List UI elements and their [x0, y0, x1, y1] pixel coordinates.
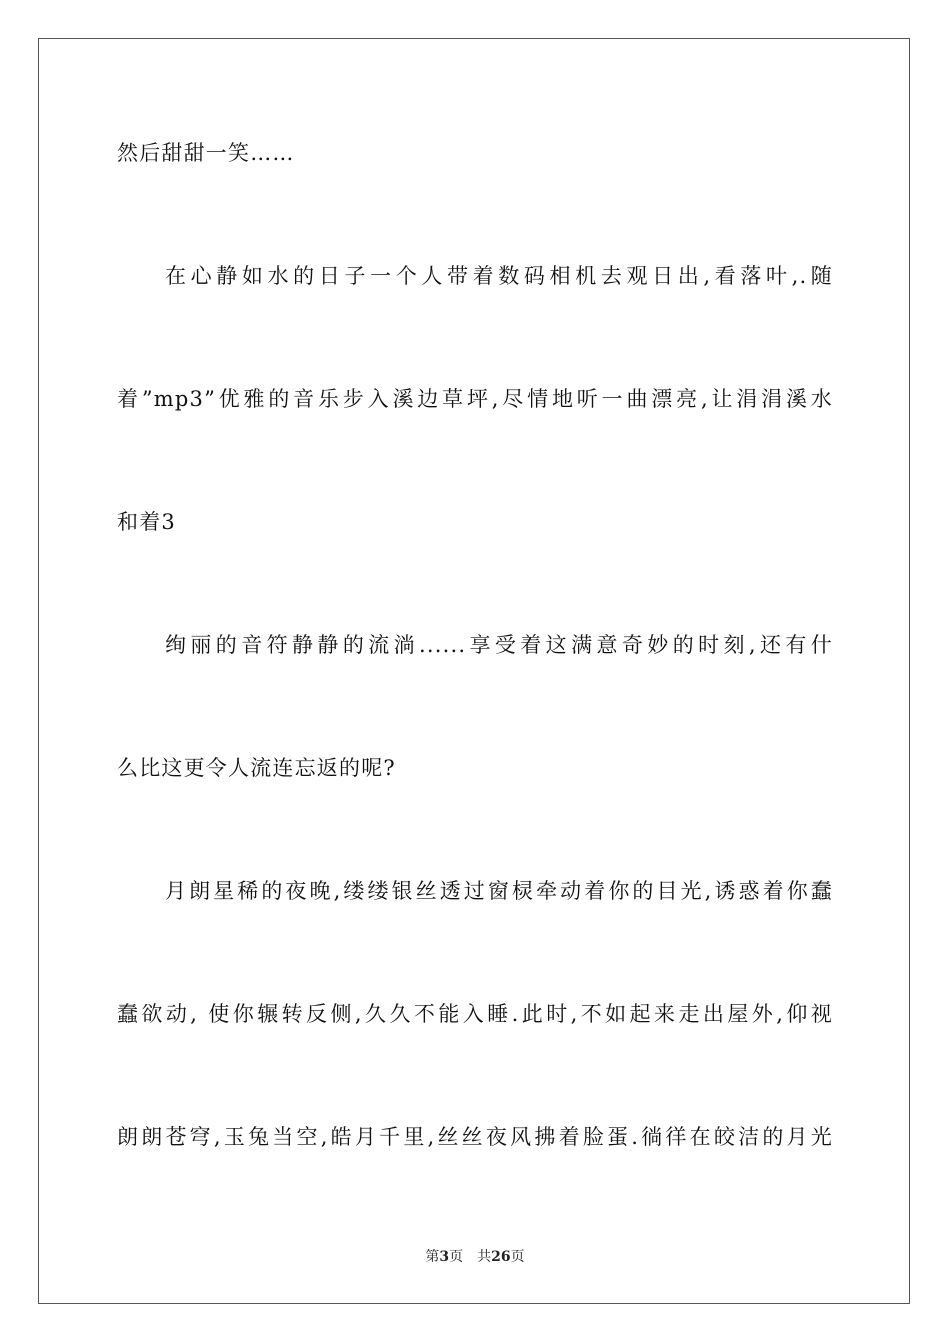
text-line-6: 么比这更令人流连忘返的呢? [117, 756, 396, 780]
page-footer [0, 1248, 950, 1266]
footer-total-pages: 26 [491, 1249, 511, 1265]
text-line-7: 月朗星稀的夜晚,缕缕银丝透过窗棂牵动着你的目光,诱惑着你蠢 [165, 879, 833, 903]
text-line-2: 在心静如水的日子一个人带着数码相机去观日出,看落叶,.随 [165, 264, 833, 288]
footer-total-suffix: 页 [510, 1249, 525, 1265]
text-line-1: 然后甜甜一笑…… [117, 141, 295, 165]
footer-page-number: 3 [439, 1249, 450, 1265]
footer-page-prefix: 第 [425, 1249, 440, 1265]
page-border [38, 38, 910, 1304]
text-line-5: 绚丽的音符静静的流淌......享受着这满意奇妙的时刻,还有什 [165, 633, 833, 657]
text-line-3: 着”mp3”优雅的音乐步入溪边草坪,尽情地听一曲漂亮,让涓涓溪水 [117, 387, 833, 411]
text-line-9: 朗朗苍穹,玉兔当空,皓月千里,丝丝夜风拂着脸蛋.徜徉在皎洁的月光 [117, 1125, 833, 1149]
text-line-4: 和着3 [117, 510, 176, 534]
footer-total-prefix: 共 [477, 1249, 492, 1265]
footer-page-suffix: 页 [449, 1249, 464, 1265]
text-line-8: 蠢欲动, 使你辗转反侧,久久不能入睡.此时,不如起来走出屋外,仰视 [117, 1002, 833, 1026]
